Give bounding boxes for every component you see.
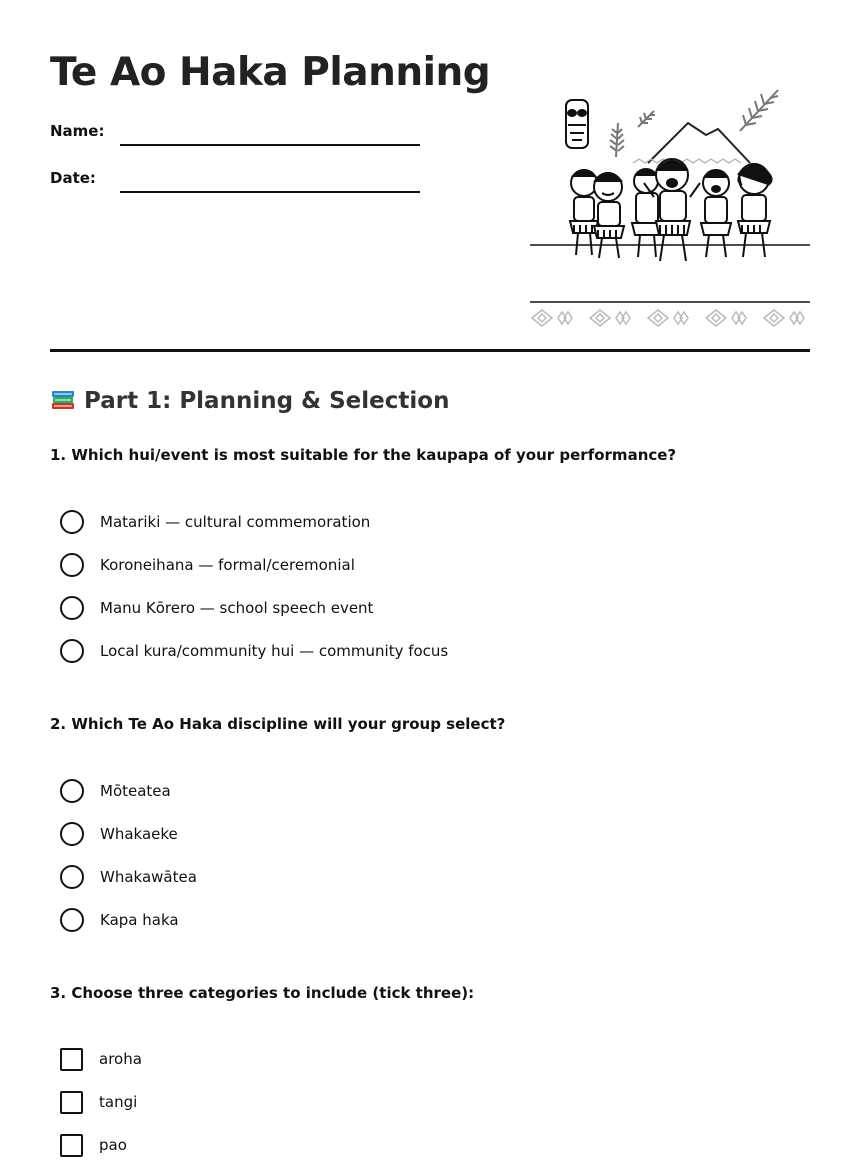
radio-button[interactable] xyxy=(60,510,84,534)
tiki-carving xyxy=(566,100,588,148)
option-label: Kapa haka xyxy=(100,911,179,929)
name-input-line[interactable] xyxy=(120,144,420,146)
radio-button[interactable] xyxy=(60,822,84,846)
name-label: Name: xyxy=(50,122,105,140)
q1-option-2[interactable] xyxy=(60,553,355,577)
q2-option-2[interactable] xyxy=(60,822,178,846)
question-3: 3. Choose three categories to include (tick three): xyxy=(50,984,475,1002)
option-label: Matariki — cultural commemoration xyxy=(100,513,371,531)
option-label: aroha xyxy=(99,1050,142,1068)
fern-leaves xyxy=(610,90,778,157)
option-label: Koroneihana — formal/ceremonial xyxy=(100,556,355,574)
radio-button[interactable] xyxy=(60,865,84,889)
header-divider xyxy=(50,349,810,352)
radio-button[interactable] xyxy=(60,596,84,620)
checkbox[interactable] xyxy=(60,1134,83,1157)
q1-option-1[interactable] xyxy=(60,510,370,534)
page-title: Te Ao Haka Planning xyxy=(50,50,491,95)
part1-heading xyxy=(50,387,449,417)
mountain xyxy=(648,123,750,163)
checkbox[interactable] xyxy=(60,1091,83,1114)
part1-title: Part 1: Planning & Selection xyxy=(84,388,450,414)
option-label: tangi xyxy=(99,1093,138,1111)
radio-button[interactable] xyxy=(60,553,84,577)
date-label: Date: xyxy=(50,169,96,187)
books-icon xyxy=(50,387,76,417)
question-1: 1. Which hui/event is most suitable for the kaupapa of your performance? xyxy=(50,446,677,464)
q2-option-3[interactable] xyxy=(60,865,197,889)
q3-option-3[interactable] xyxy=(60,1133,127,1157)
checkbox[interactable] xyxy=(60,1048,83,1071)
q3-option-2[interactable] xyxy=(60,1090,137,1114)
radio-button[interactable] xyxy=(60,639,84,663)
q3-option-1[interactable] xyxy=(60,1047,142,1071)
radio-button[interactable] xyxy=(60,908,84,932)
option-label: Mōteatea xyxy=(100,782,171,800)
option-label: pao xyxy=(99,1136,127,1154)
option-label: Local kura/community hui — community focus xyxy=(100,642,449,660)
option-label: Manu Kōrero — school speech event xyxy=(100,599,374,617)
option-label: Whakaeke xyxy=(100,825,178,843)
radio-button[interactable] xyxy=(60,779,84,803)
question-2: 2. Which Te Ao Haka discipline will your group select? xyxy=(50,715,506,733)
date-input-line[interactable] xyxy=(120,191,420,193)
q1-option-4[interactable] xyxy=(60,639,448,663)
q2-option-1[interactable] xyxy=(60,779,171,803)
haka-illustration xyxy=(528,85,812,335)
diamond-pattern xyxy=(532,310,804,326)
q1-option-3[interactable] xyxy=(60,596,373,620)
q2-option-4[interactable] xyxy=(60,908,179,932)
option-label: Whakawātea xyxy=(100,868,197,886)
